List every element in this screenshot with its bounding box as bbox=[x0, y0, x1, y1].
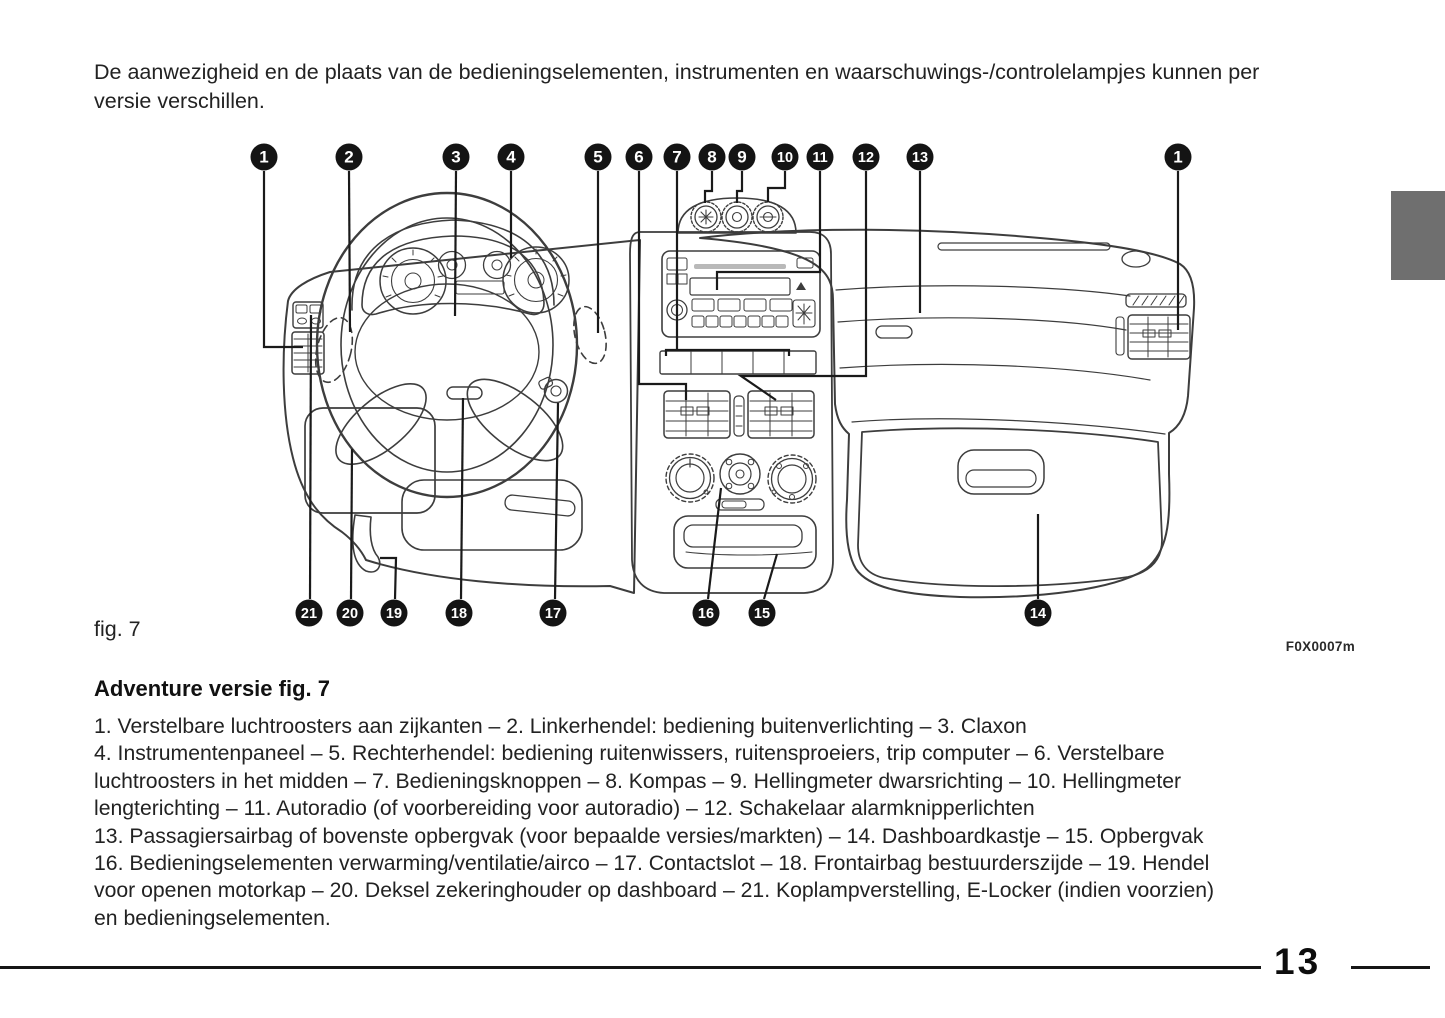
svg-text:13: 13 bbox=[911, 150, 929, 166]
svg-text:1: 1 bbox=[1173, 147, 1183, 167]
svg-text:3: 3 bbox=[451, 147, 461, 167]
legend-line: 13. Passagiersairbag of bovenste opbergvak (voor bepaalde versies/markten) – 14. Dashboardkastje – 15. Opbergvak bbox=[94, 824, 1204, 848]
callout-5 bbox=[585, 144, 612, 334]
callout-7 bbox=[664, 144, 691, 351]
intro-line-1: De aanwezigheid en de plaats van de bedieningselementen, instrumenten en waarschuwings-/controlelampjes kunnen per bbox=[94, 60, 1260, 84]
svg-text:21: 21 bbox=[300, 606, 318, 622]
svg-text:19: 19 bbox=[385, 606, 403, 622]
legend-line: 4. Instrumentenpaneel – 5. Rechterhendel: bediening ruitenwissers, ruitensproeiers, trip computer – 6. Verstelbare bbox=[94, 742, 1165, 766]
callout-9 bbox=[729, 144, 756, 204]
column-lever bbox=[504, 494, 575, 516]
svg-text:12: 12 bbox=[857, 150, 875, 166]
inclinometer-length-gauge bbox=[753, 202, 783, 232]
page-number: 13 bbox=[1274, 941, 1322, 982]
storage-bin bbox=[674, 516, 816, 568]
figure-label: fig. 7 bbox=[94, 617, 141, 641]
center-vent-left bbox=[664, 391, 730, 438]
legend-block bbox=[94, 676, 1394, 932]
glovebox bbox=[858, 428, 1162, 586]
chapter-tab-marker bbox=[1391, 191, 1445, 280]
legend-line: luchtroosters in het midden – 7. Bedieningsknoppen – 8. Kompas – 9. Hellingmeter dwarsrichting – 10. Hellingmeter bbox=[94, 769, 1182, 793]
footer-rule-short bbox=[1351, 966, 1430, 969]
svg-text:1: 1 bbox=[259, 147, 269, 167]
callout-8 bbox=[699, 144, 726, 204]
svg-text:8: 8 bbox=[707, 147, 717, 167]
intro-line-2: versie verschillen. bbox=[94, 89, 265, 113]
climate-controls bbox=[666, 454, 816, 510]
legend-line: 1. Verstelbare luchtroosters aan zijkanten – 2. Linkerhendel: bediening buitenverlichting – 3. Claxon bbox=[94, 715, 1027, 738]
svg-text:20: 20 bbox=[341, 606, 359, 622]
callout-18 bbox=[446, 398, 473, 627]
figure-code: F0X0007m bbox=[1285, 639, 1355, 654]
left-stalk-outline bbox=[310, 314, 359, 386]
horn-pad bbox=[447, 387, 482, 399]
svg-text:2: 2 bbox=[344, 147, 354, 167]
callout-1 bbox=[251, 144, 304, 348]
svg-text:10: 10 bbox=[776, 150, 794, 166]
switch-strip bbox=[660, 351, 816, 374]
callout-15 bbox=[749, 554, 778, 627]
legend-heading: Adventure versie fig. 7 bbox=[94, 676, 330, 701]
svg-text:18: 18 bbox=[450, 606, 468, 622]
svg-text:6: 6 bbox=[634, 147, 644, 167]
callout-14 bbox=[1025, 514, 1052, 627]
svg-text:11: 11 bbox=[812, 150, 828, 166]
center-vent-right bbox=[748, 391, 814, 438]
callout-16 bbox=[693, 488, 722, 627]
legend-line: lengterichting – 11. Autoradio (of voorbereiding voor autoradio) – 12. Schakelaar alarmknipperlichten bbox=[94, 797, 1035, 821]
legend-line: 16. Bedieningselementen verwarming/ventilatie/airco – 17. Contactslot – 18. Frontairbag bestuurderszijde – 19. Hendel bbox=[94, 852, 1210, 876]
svg-text:16: 16 bbox=[697, 606, 715, 622]
callout-3 bbox=[443, 144, 470, 317]
svg-text:9: 9 bbox=[737, 147, 747, 167]
steering-wheel bbox=[317, 193, 577, 497]
legend-line: voor openen motorkap – 20. Deksel zekeringhouder op dashboard – 21. Koplampverstelling, E-Locker (indien voorzien) bbox=[94, 879, 1215, 903]
callout-10 bbox=[768, 144, 799, 203]
compass-gauge bbox=[691, 202, 721, 232]
radio-unit bbox=[662, 251, 820, 337]
callout-4 bbox=[498, 144, 525, 259]
inclinometer-cross-gauge bbox=[722, 202, 752, 232]
dashboard-art bbox=[284, 193, 1195, 597]
svg-text:4: 4 bbox=[506, 147, 516, 167]
callout-1 bbox=[1165, 144, 1192, 331]
svg-text:17: 17 bbox=[544, 606, 562, 622]
svg-text:7: 7 bbox=[672, 147, 682, 167]
svg-text:5: 5 bbox=[593, 147, 603, 167]
svg-text:15: 15 bbox=[753, 606, 771, 622]
svg-text:14: 14 bbox=[1029, 606, 1047, 622]
callout-2 bbox=[336, 144, 363, 333]
footer-rule bbox=[0, 966, 1261, 969]
legend-line: en bedieningselementen. bbox=[94, 906, 331, 930]
callout-13 bbox=[907, 144, 934, 314]
